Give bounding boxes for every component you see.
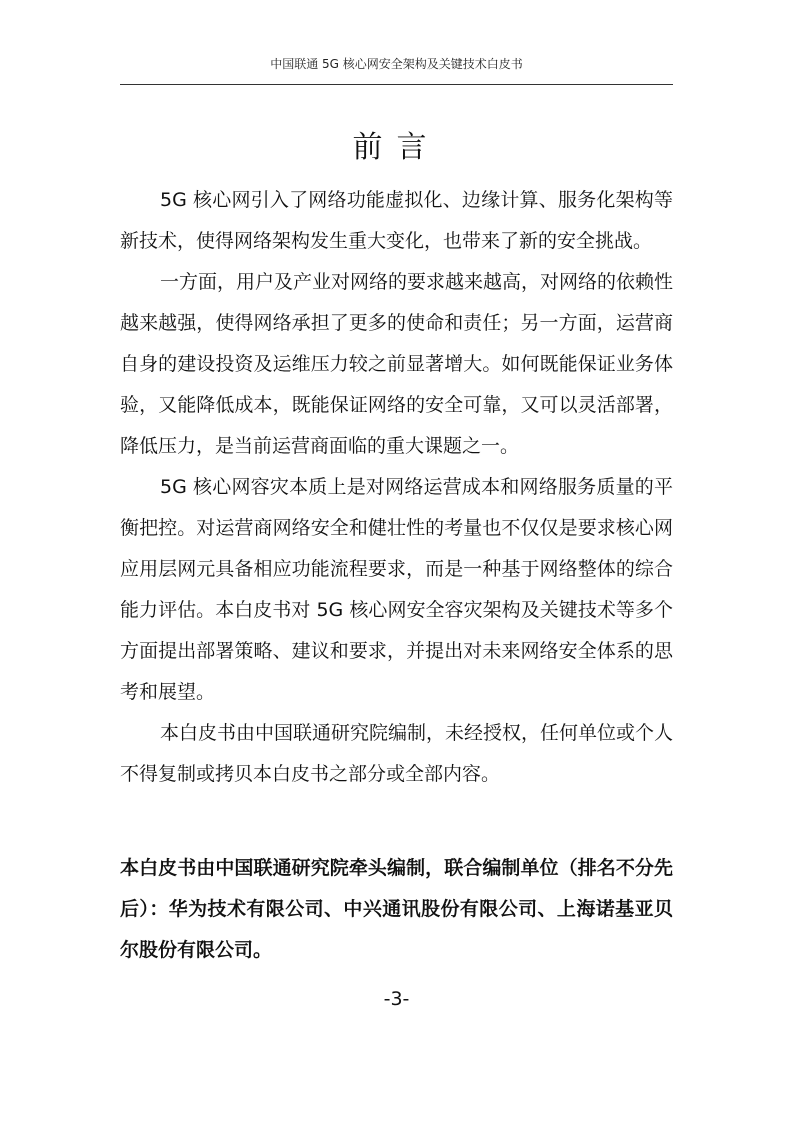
paragraph-challenges: 一方面，用户及产业对网络的要求越来越高，对网络的依赖性越来越强，使得网络承担了更多的使命和责任；另一方面，运营商自身的建设投资及运维压力较之前显著增大。如何既能保证业务体验，又能降低成本，既能保证网络的安全可靠，又可以灵活部署，降低压力，是当前运营商面临的重大课题之一。: [120, 271, 674, 457]
page-title: 前言: [352, 130, 441, 165]
contributors-statement: 本白皮书由中国联通研究院牵头编制，联合编制单位（排名不分先后）：华为技术有限公司、中兴通讯股份有限公司、上海诺基亚贝尔股份有限公司。: [120, 857, 673, 961]
page-number: -3-: [383, 988, 410, 1010]
paragraph-disaster-recovery: 5G 核心网容灾本质上是对网络运营成本和网络服务质量的平衡把控。对运营商网络安全和健壮性的考量也不仅仅是要求核心网应用层网元具备相应功能流程要求，而是一种基于网络整体的综合能力评估。本白皮书对 5G 核心网安全容灾架构及关键技术等多个方面提出部署策略、建议和要求，并提出对未来网络安全体系的思考和展望。: [120, 476, 673, 703]
paragraph-copyright: 本白皮书由中国联通研究院编制，未经授权，任何单位或个人不得复制或拷贝本白皮书之部分或全部内容。: [120, 722, 674, 785]
preface-body: [120, 180, 673, 795]
header-divider: [120, 84, 673, 85]
running-header: 中国联通 5G 核心网安全架构及关键技术白皮书: [270, 57, 523, 71]
paragraph-intro: 5G 核心网引入了网络功能虚拟化、边缘计算、服务化架构等新技术，使得网络架构发生重大变化，也带来了新的安全挑战。: [120, 189, 673, 252]
